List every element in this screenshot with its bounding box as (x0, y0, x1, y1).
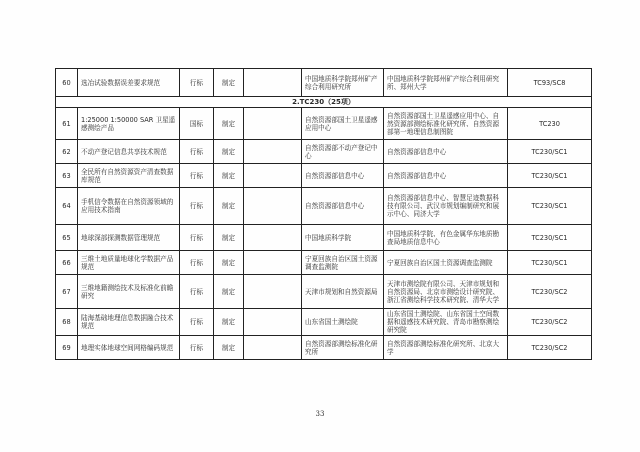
blank-cell (244, 164, 302, 188)
standard-type: 国标 (180, 108, 214, 140)
blank-cell (244, 336, 302, 360)
standard-type: 行标 (180, 225, 214, 251)
drafting-units: 自然资源部信息中心 (384, 140, 508, 164)
table-row (56, 275, 592, 309)
revision-stage: 制定 (214, 225, 244, 251)
standard-type: 行标 (180, 140, 214, 164)
section-header-row (56, 97, 592, 108)
responsible-department: 中国地质科学院郑州矿产综合利用研究所 (302, 69, 384, 97)
table-row (56, 309, 592, 336)
responsible-department: 中国地质科学院 (302, 225, 384, 251)
drafting-units: 山东省国土测绘院、山东省国土空间数据和遥感技术研究院、青岛市勘察测绘研究院 (384, 309, 508, 336)
drafting-units: 自然资源部信息中心、智慧足迹数据科技有限公司、武汉市规划编制研究和展示中心、同济大学 (384, 188, 508, 225)
blank-cell (244, 275, 302, 309)
standard-type: 行标 (180, 251, 214, 275)
row-number: 62 (56, 140, 78, 164)
row-number: 63 (56, 164, 78, 188)
standard-type: 行标 (180, 69, 214, 97)
drafting-units: 宁夏回族自治区国土资源调查监测院 (384, 251, 508, 275)
section-title: 2.TC230（25项） (56, 97, 592, 108)
table-row (56, 108, 592, 140)
drafting-units: 中国地质科学院、有色金属华东地质勘查局地质信息中心 (384, 225, 508, 251)
technical-committee: TC230/SC2 (508, 275, 592, 309)
responsible-department: 自然资源部国土卫星遥感应用中心 (302, 108, 384, 140)
revision-stage: 制定 (214, 251, 244, 275)
revision-stage: 制定 (214, 275, 244, 309)
technical-committee: TC230/SC2 (508, 336, 592, 360)
standard-type: 行标 (180, 309, 214, 336)
revision-stage: 制定 (214, 69, 244, 97)
revision-stage: 制定 (214, 309, 244, 336)
table-row (56, 69, 592, 97)
blank-cell (244, 140, 302, 164)
revision-stage: 制定 (214, 108, 244, 140)
standard-name: 三维地籍测绘技术及标准化前瞻研究 (78, 275, 180, 309)
technical-committee: TC230/SC1 (508, 188, 592, 225)
drafting-units: 中国地质科学院郑州矿产综合利用研究所、郑州大学 (384, 69, 508, 97)
row-number: 68 (56, 309, 78, 336)
revision-stage: 制定 (214, 164, 244, 188)
row-number: 67 (56, 275, 78, 309)
standard-name: 陆海基础地理信息数据融合技术规范 (78, 309, 180, 336)
table-row (56, 140, 592, 164)
responsible-department: 天津市规划和自然资源局 (302, 275, 384, 309)
standard-name: 手机信令数据在自然资源领域的应用技术指南 (78, 188, 180, 225)
responsible-department: 自然资源部信息中心 (302, 164, 384, 188)
technical-committee: TC230/SC1 (508, 140, 592, 164)
standard-name: 三维土地质量地球化学数据产品规范 (78, 251, 180, 275)
responsible-department: 山东省国土测绘院 (302, 309, 384, 336)
row-number: 69 (56, 336, 78, 360)
technical-committee: TC230/SC1 (508, 225, 592, 251)
responsible-department: 宁夏回族自治区国土资源调查监测院 (302, 251, 384, 275)
responsible-department: 自然资源部信息中心 (302, 188, 384, 225)
revision-stage: 制定 (214, 336, 244, 360)
drafting-units: 天津市测绘院有限公司、天津市规划和自然资源局、北京市测绘设计研究院、浙江省测绘科学技术研究院、清华大学 (384, 275, 508, 309)
standard-name: 地球深部探测数据管理规范 (78, 225, 180, 251)
standard-type: 行标 (180, 336, 214, 360)
row-number: 66 (56, 251, 78, 275)
row-number: 65 (56, 225, 78, 251)
blank-cell (244, 188, 302, 225)
standard-name: 不动产登记信息共享技术规范 (78, 140, 180, 164)
revision-stage: 制定 (214, 140, 244, 164)
responsible-department: 自然资源部不动产登记中心 (302, 140, 384, 164)
blank-cell (244, 309, 302, 336)
standard-name: 全民所有自然资源资产清查数据库规范 (78, 164, 180, 188)
standard-name: 地理实体地球空间网格编码规范 (78, 336, 180, 360)
table-row (56, 225, 592, 251)
standard-type: 行标 (180, 188, 214, 225)
drafting-units: 自然资源部测绘标准化研究所、北京大学 (384, 336, 508, 360)
blank-cell (244, 108, 302, 140)
technical-committee: TC230/SC1 (508, 164, 592, 188)
responsible-department: 自然资源部测绘标准化研究所 (302, 336, 384, 360)
blank-cell (244, 225, 302, 251)
drafting-units: 自然资源部国土卫星遥感应用中心、自然资源部测绘标准化研究所、自然资源部第一地理信息制图院 (384, 108, 508, 140)
table-row (56, 336, 592, 360)
technical-committee: TC230 (508, 108, 592, 140)
technical-committee: TC230/SC1 (508, 251, 592, 275)
table-row (56, 164, 592, 188)
table-row (56, 188, 592, 225)
blank-cell (244, 251, 302, 275)
revision-stage: 制定 (214, 188, 244, 225)
row-number: 64 (56, 188, 78, 225)
technical-committee: TC230/SC2 (508, 309, 592, 336)
standard-type: 行标 (180, 164, 214, 188)
standards-table (55, 68, 592, 360)
row-number: 61 (56, 108, 78, 140)
drafting-units: 自然资源部信息中心 (384, 164, 508, 188)
standard-type: 行标 (180, 275, 214, 309)
table-row (56, 251, 592, 275)
standard-name: 1:25000 1:50000 SAR 卫星遥感测绘产品 (78, 108, 180, 140)
technical-committee: TC93/SC8 (508, 69, 592, 97)
page-number: 33 (315, 410, 325, 418)
row-number: 60 (56, 69, 78, 97)
blank-cell (244, 69, 302, 97)
standard-name: 选冶试验数据误差要求规范 (78, 69, 180, 97)
